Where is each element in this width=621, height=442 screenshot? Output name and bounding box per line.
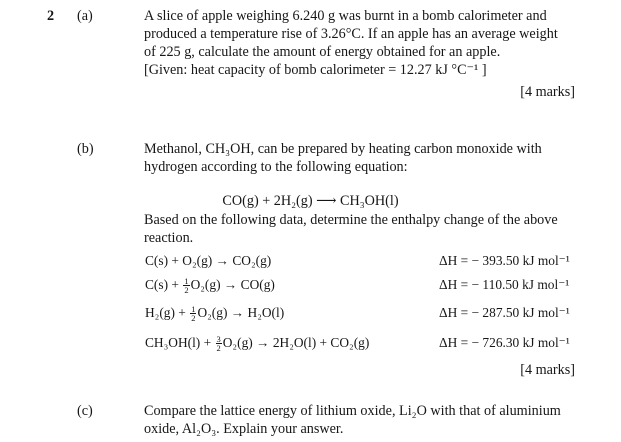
reaction-arrow: → — [223, 277, 238, 292]
reaction-2 — [145, 276, 275, 294]
part-b-marks: [4 marks] — [520, 362, 575, 378]
reaction-arrow: → — [215, 253, 230, 268]
fraction-three-halves — [216, 335, 222, 352]
reaction-1-reactants: C(s) + O₂(g) — [145, 253, 213, 268]
reaction-3-reactant-b: O₂(g) — [197, 305, 228, 320]
question-number: 2 — [47, 8, 55, 24]
reaction-1-products: CO₂(g) — [232, 253, 272, 268]
fraction-numerator: 3 — [216, 334, 221, 345]
reaction-4-products: 2H₂O(l) + CO₂(g) — [272, 335, 370, 350]
part-b-data-2: reaction. — [144, 230, 194, 246]
part-a-line-1: A slice of apple weighing 6.240 g was burnt in a bomb calorimeter and — [144, 8, 547, 24]
part-a-line-2: produced a temperature rise of 3.26°C. If an apple has an average weight — [144, 26, 558, 42]
fraction-denominator: 2 — [184, 285, 189, 296]
reaction-4-enthalpy: ΔH = − 726.30 kJ mol⁻¹ — [439, 335, 570, 350]
reaction-2-reactant-a: C(s) + — [145, 277, 179, 292]
reaction-2-products: CO(g) — [240, 277, 275, 292]
fraction-one-half — [190, 305, 196, 322]
part-a-line-3: of 225 g, calculate the amount of energy obtained for an apple. — [144, 44, 501, 60]
part-a-given: [Given: heat capacity of bomb calorimeter = 12.27 kJ °C⁻¹ ] — [144, 62, 487, 78]
reaction-4-reactant-b: O₂(g) — [222, 335, 253, 350]
reaction-2-reactant-b: O₂(g) — [190, 277, 221, 292]
part-b-label: (b) — [77, 141, 94, 157]
part-c-line-1: Compare the lattice energy of lithium oxide, Li₂O with that of aluminium — [144, 403, 561, 419]
part-c-label: (c) — [77, 403, 93, 419]
reaction-3-enthalpy: ΔH = − 287.50 kJ mol⁻¹ — [439, 305, 570, 320]
reaction-3-reactant-a: H₂(g) + — [145, 305, 186, 320]
part-b-intro-1: Methanol, CH₃OH, can be prepared by heating carbon monoxide with — [144, 141, 542, 157]
reaction-3-products: H₂O(l) — [247, 305, 285, 320]
part-a-marks: [4 marks] — [520, 84, 575, 100]
fraction-one-half — [183, 277, 189, 294]
reaction-arrow: → — [256, 335, 270, 350]
reaction-4-reactant-a: CH₃OH(l) + — [145, 335, 212, 350]
reaction-arrow: → — [230, 305, 245, 320]
main-equation: CO(g) + 2H₂(g) ⟶ CH₃OH(l) — [222, 193, 399, 209]
reaction-3 — [145, 304, 284, 322]
fraction-numerator: 1 — [184, 276, 189, 287]
fraction-denominator: 2 — [216, 343, 221, 354]
reaction-4 — [145, 334, 369, 352]
reaction-2-enthalpy: ΔH = − 110.50 kJ mol⁻¹ — [439, 277, 570, 292]
fraction-numerator: 1 — [191, 304, 196, 315]
part-a-label: (a) — [77, 8, 93, 24]
part-b-data-1: Based on the following data, determine the enthalpy change of the above — [144, 212, 558, 228]
fraction-denominator: 2 — [191, 313, 196, 324]
reaction-1-enthalpy: ΔH = − 393.50 kJ mol⁻¹ — [439, 253, 570, 268]
part-b-intro-2: hydrogen according to the following equation: — [144, 159, 408, 175]
reaction-1 — [145, 252, 271, 269]
part-c-line-2: oxide, Al₂O₃. Explain your answer. — [144, 421, 344, 437]
